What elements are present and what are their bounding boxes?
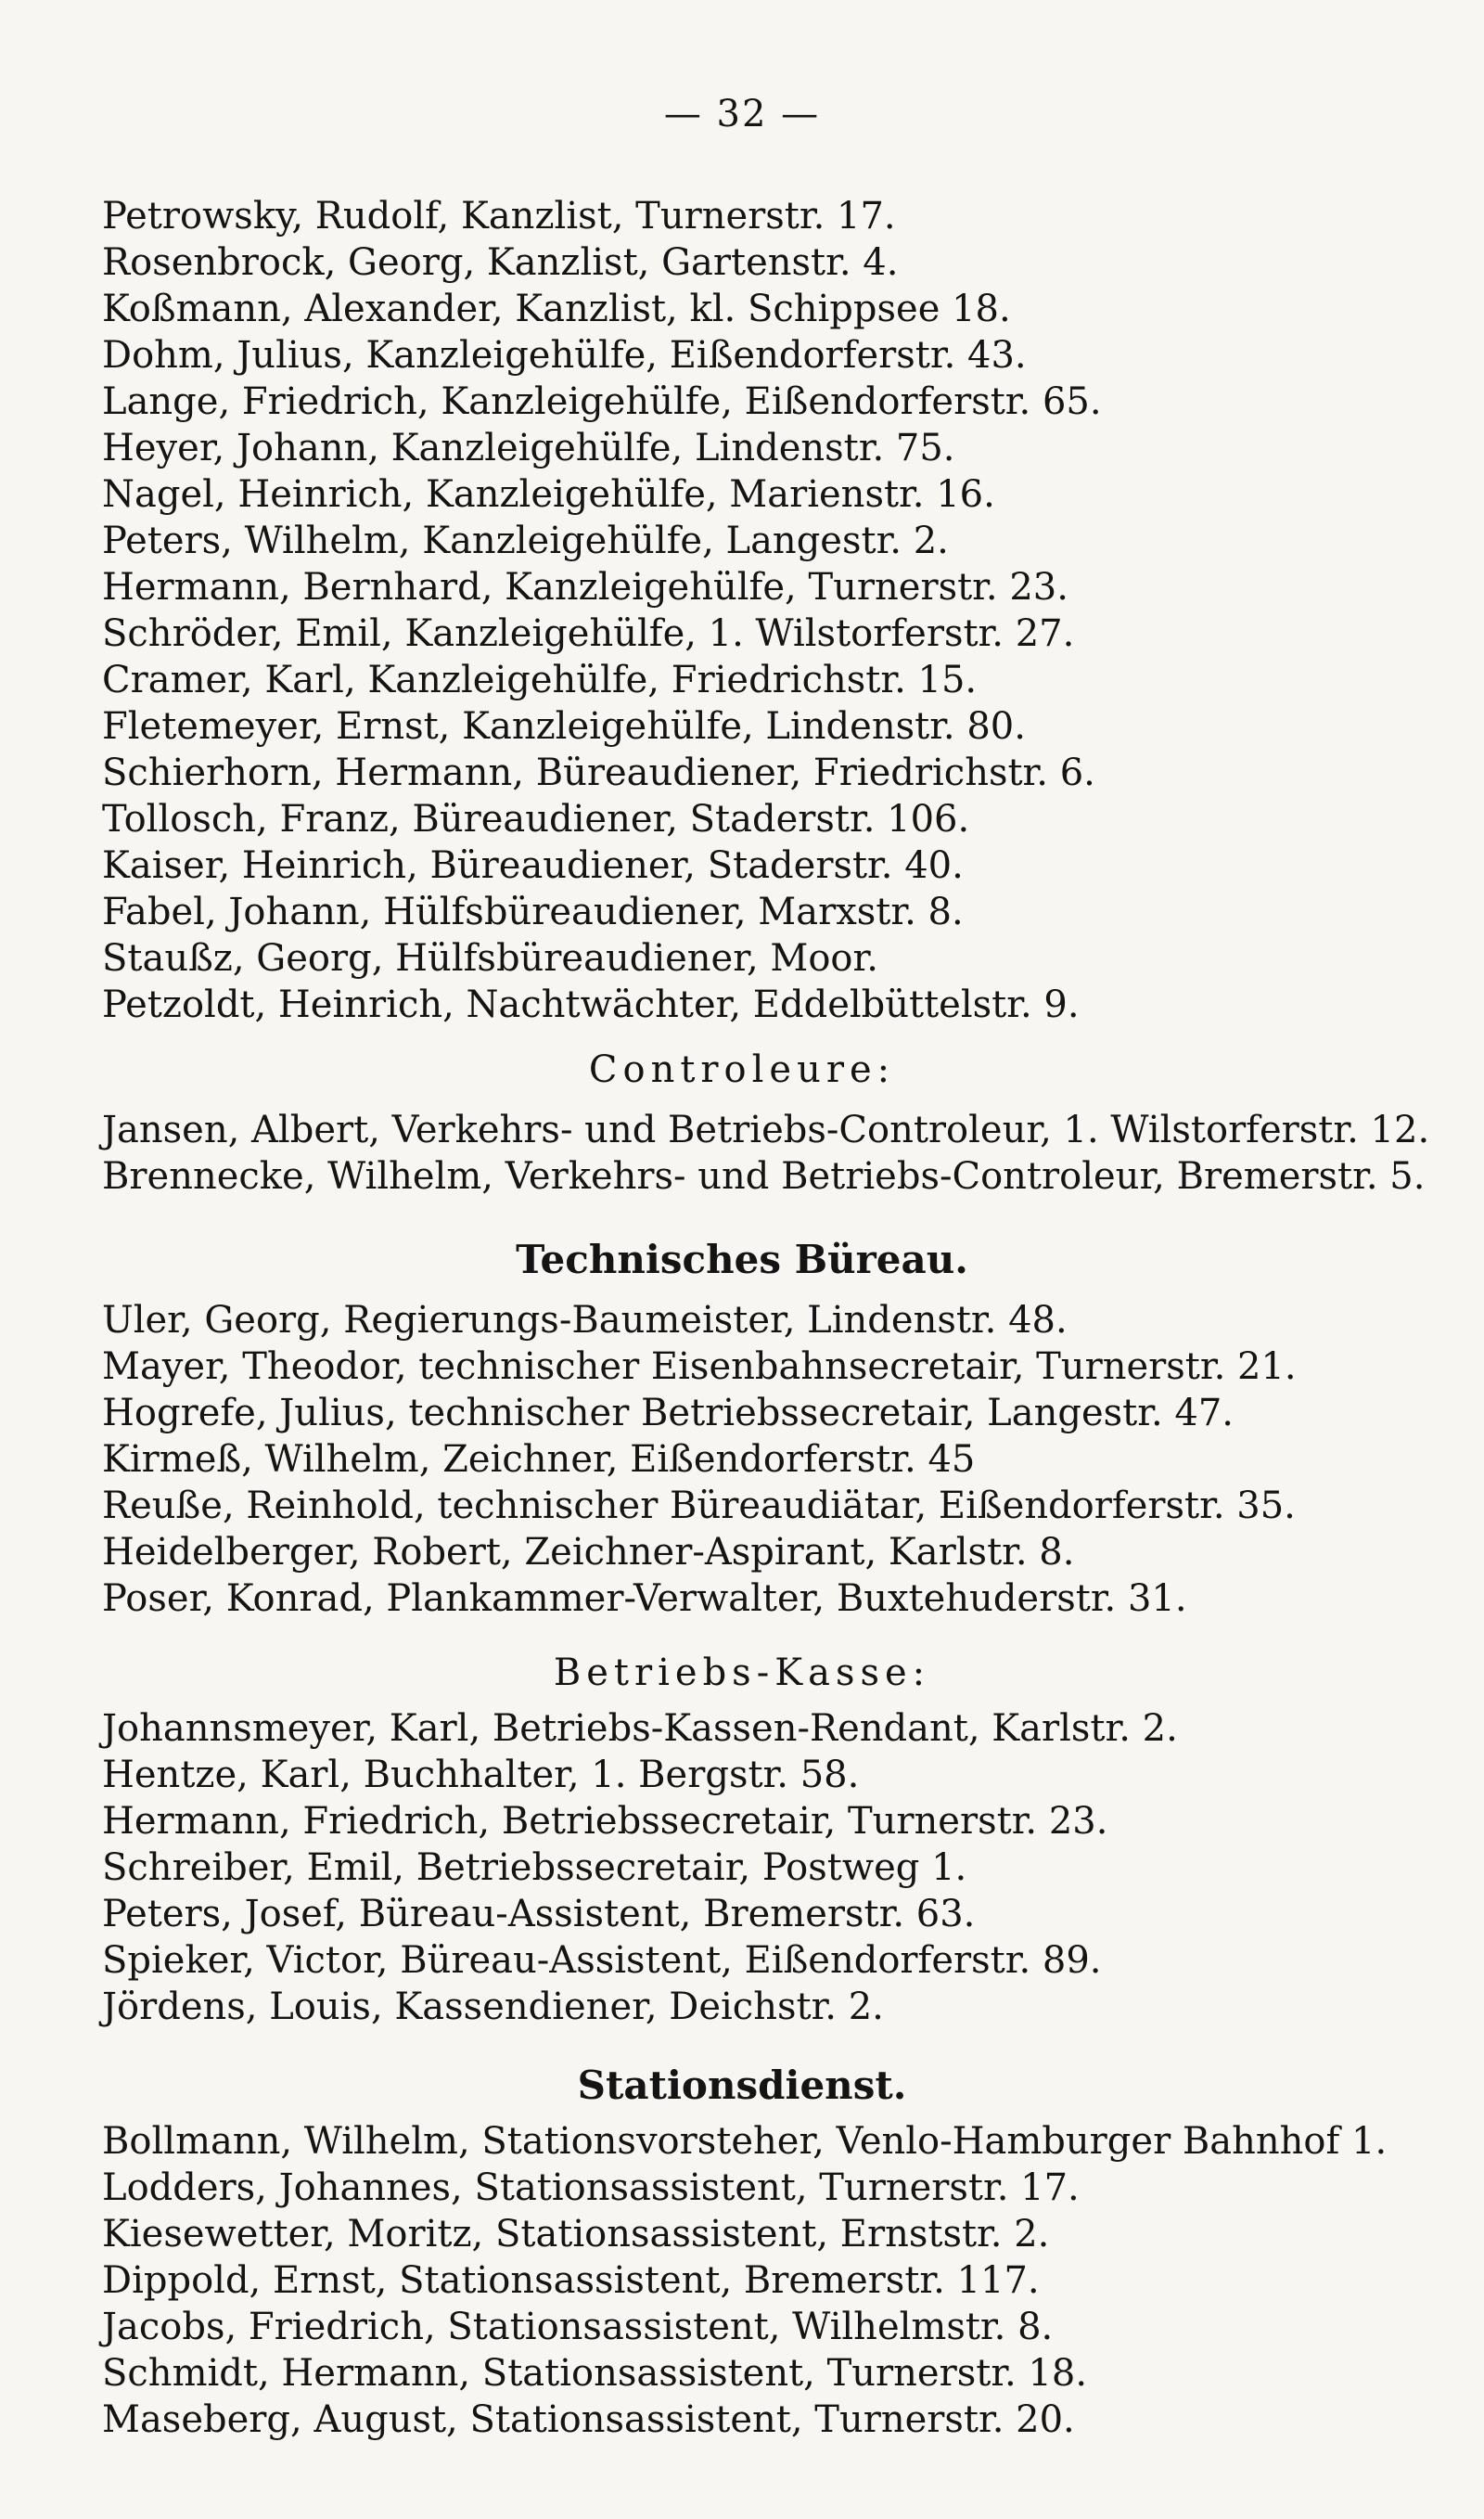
- list-item: Dippold, Ernst, Stationsassistent, Bremerstr. 117.: [102, 2259, 1040, 2302]
- list-item: Poser, Konrad, Plankammer-Verwalter, Buxtehuderstr. 31.: [102, 1577, 1187, 1620]
- list-item: Brennecke, Wilhelm, Verkehrs- und Betriebs-Controleur, Bremerstr. 5.: [102, 1155, 1426, 1198]
- list-item: Koßmann, Alexander, Kanzlist, kl. Schippsee 18.: [102, 288, 1011, 330]
- list-item: Petrowsky, Rudolf, Kanzlist, Turnerstr. 17.: [102, 195, 896, 238]
- list-item: Rosenbrock, Georg, Kanzlist, Gartenstr. 4.: [102, 241, 899, 284]
- section-heading-stationsdienst: Stationsdienst.: [577, 2063, 907, 2108]
- list-item: Schierhorn, Hermann, Büreaudiener, Friedrichstr. 6.: [102, 752, 1095, 794]
- list-item: Nagel, Heinrich, Kanzleigehülfe, Marienstr. 16.: [102, 473, 995, 516]
- list-item: Fletemeyer, Ernst, Kanzleigehülfe, Lindenstr. 80.: [102, 705, 1026, 748]
- list-item: Hentze, Karl, Buchhalter, 1. Bergstr. 58.: [102, 1754, 860, 1796]
- list-item: Uler, Georg, Regierungs-Baumeister, Lindenstr. 48.: [102, 1299, 1068, 1342]
- list-item: Lange, Friedrich, Kanzleigehülfe, Eißendorferstr. 65.: [102, 380, 1102, 423]
- list-item: Schmidt, Hermann, Stationsassistent, Turnerstr. 18.: [102, 2352, 1088, 2395]
- page-number: — 32 —: [663, 93, 821, 135]
- list-item: Jansen, Albert, Verkehrs- und Betriebs-Controleur, 1. Wilstorferstr. 12.: [102, 1109, 1430, 1151]
- list-item: Reuße, Reinhold, technischer Büreaudiätar, Eißendorferstr. 35.: [102, 1484, 1296, 1527]
- list-item: Hogrefe, Julius, technischer Betriebssecretair, Langestr. 47.: [102, 1392, 1234, 1434]
- list-item: Heidelberger, Robert, Zeichner-Aspirant, Karlstr. 8.: [102, 1531, 1075, 1574]
- section-heading-technisches-bureau: Technisches Büreau.: [516, 1237, 968, 1282]
- list-item: Spieker, Victor, Büreau-Assistent, Eißendorferstr. 89.: [102, 1939, 1102, 1982]
- list-item: Kirmeß, Wilhelm, Zeichner, Eißendorferstr. 45: [102, 1438, 976, 1481]
- list-item: Maseberg, August, Stationsassistent, Turnerstr. 20.: [102, 2398, 1075, 2441]
- list-item: Kaiser, Heinrich, Büreaudiener, Staderstr. 40.: [102, 844, 964, 887]
- list-item: Johannsmeyer, Karl, Betriebs-Kassen-Rendant, Karlstr. 2.: [102, 1707, 1178, 1750]
- list-item: Staußz, Georg, Hülfsbüreaudiener, Moor.: [102, 937, 878, 980]
- list-item: Mayer, Theodor, technischer Eisenbahnsecretair, Turnerstr. 21.: [102, 1345, 1297, 1388]
- list-item: Peters, Wilhelm, Kanzleigehülfe, Langestr. 2.: [102, 520, 949, 562]
- list-item: Jördens, Louis, Kassendiener, Deichstr. 2.: [102, 1986, 884, 2028]
- list-item: Lodders, Johannes, Stationsassistent, Turnerstr. 17.: [102, 2166, 1080, 2209]
- section-heading-controleure: Controleure:: [588, 1048, 896, 1091]
- list-item: Schreiber, Emil, Betriebssecretair, Postweg 1.: [102, 1846, 967, 1889]
- section-heading-betriebs-kasse: Betriebs-Kasse:: [553, 1651, 931, 1694]
- list-item: Fabel, Johann, Hülfsbüreaudiener, Marxstr. 8.: [102, 891, 964, 933]
- list-item: Tollosch, Franz, Büreaudiener, Staderstr. 106.: [102, 798, 970, 841]
- list-item: Heyer, Johann, Kanzleigehülfe, Lindenstr. 75.: [102, 427, 955, 469]
- list-item: Hermann, Bernhard, Kanzleigehülfe, Turnerstr. 23.: [102, 566, 1068, 609]
- list-item: Hermann, Friedrich, Betriebssecretair, Turnerstr. 23.: [102, 1800, 1108, 1843]
- list-item: Jacobs, Friedrich, Stationsassistent, Wilhelmstr. 8.: [102, 2306, 1054, 2348]
- list-item: Schröder, Emil, Kanzleigehülfe, 1. Wilstorferstr. 27.: [102, 612, 1075, 655]
- list-item: Peters, Josef, Büreau-Assistent, Bremerstr. 63.: [102, 1893, 976, 1935]
- list-item: Cramer, Karl, Kanzleigehülfe, Friedrichstr. 15.: [102, 659, 978, 701]
- list-item: Dohm, Julius, Kanzleigehülfe, Eißendorferstr. 43.: [102, 334, 1027, 377]
- list-item: Petzoldt, Heinrich, Nachtwächter, Eddelbüttelstr. 9.: [102, 983, 1080, 1026]
- list-item: Kiesewetter, Moritz, Stationsassistent, Ernststr. 2.: [102, 2213, 1050, 2256]
- list-item: Bollmann, Wilhelm, Stationsvorsteher, Venlo-Hamburger Bahnhof 1.: [102, 2120, 1388, 2163]
